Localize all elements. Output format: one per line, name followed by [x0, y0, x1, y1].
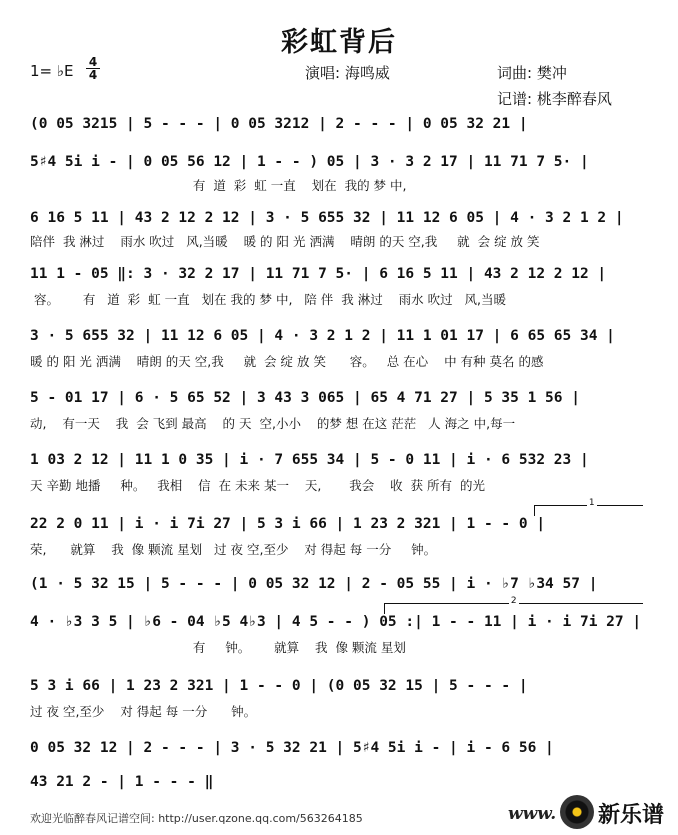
score-row-9: (1 · 5 32 15 | 5 - - - | 0 05 32 12 | 2 - 05 55 | i · ♭7 ♭34 57 | — [30, 576, 598, 592]
score-row-4: 11 1 - 05 ‖: 3 · 32 2 17 | 11 71 7 5· | 6 16 5 11 | 43 2 12 2 12 | — [30, 266, 607, 282]
lyric-row-3: 陪伴 我 淋过 雨水 吹过 风,当暖 暖 的 阳 光 洒满 晴朗 的天 空,我 就 会 绽 放 笑 — [30, 234, 540, 249]
song-title: 彩虹背后 — [281, 27, 397, 58]
footer-credit: 欢迎光临醉春风记谱空间: http://user.qzone.qq.com/563264185 — [30, 812, 363, 825]
volta-bracket-1: 1 — [534, 505, 643, 516]
transcriber-credit: 记谱: 桃李醉春风 — [497, 90, 612, 108]
lyric-row-10: 有 钟。 就算 我 像 颗流 星划 — [30, 640, 406, 655]
lyric-row-2: 有 道 彩 虹 一直 划在 我的 梦 中, — [30, 178, 407, 193]
lyric-row-5: 暖 的 阳 光 洒满 晴朗 的天 空,我 就 会 绽 放 笑 容。 总 在心 中 有种 莫名 的感 — [30, 354, 544, 369]
score-row-2: 5♯4 5i i - | 0 05 56 12 | 1 - - ) 05 | 3 · 3 2 17 | 11 71 7 5· | — [30, 154, 589, 170]
score-row-3: 6 16 5 11 | 43 2 12 2 12 | 3 · 5 655 32 | 11 12 6 05 | 4 · 3 2 1 2 | — [30, 210, 624, 226]
score-row-12: 0 05 32 12 | 2 - - - | 3 · 5 32 21 | 5♯4 5i i - | i - 6 56 | — [30, 740, 554, 756]
lyric-row-8: 荣, 就算 我 像 颗流 星划 过 夜 空,至少 对 得起 每 一分 钟。 — [30, 542, 437, 557]
site-url: www. — [508, 804, 557, 824]
key-signature: 1= ♭E — [30, 62, 74, 80]
score-row-8: 22 2 0 11 | i · i 7i 27 | 5 3 i 66 | 1 23 2 321 | 1 - - 0 | — [30, 516, 546, 532]
time-signature-bottom: 4 — [88, 68, 98, 82]
score-row-10: 4 · ♭3 3 5 | ♭6 - 04 ♭5 4♭3 | 4 5 - - ) 05 :| 1 - - 11 | i · i 7i 27 | — [30, 614, 642, 630]
lyric-row-11: 过 夜 空,至少 对 得起 每 一分 钟。 — [30, 704, 257, 719]
site-logo-text: 新乐谱 — [598, 803, 665, 828]
score-row-7: 1 03 2 12 | 11 1 0 35 | i · 7 655 34 | 5 - 0 11 | i · 6 532 23 | — [30, 452, 589, 468]
score-row-1: (0 05 3215 | 5 - - - | 0 05 3212 | 2 - - - | 0 05 32 21 | — [30, 116, 528, 132]
score-row-13: 43 21 2 - | 1 - - - ‖ — [30, 774, 214, 790]
score-row-6: 5 - 01 17 | 6 · 5 65 52 | 3 43 3 065 | 65 4 71 27 | 5 35 1 56 | — [30, 390, 580, 406]
lyric-row-4: 容。 有 道 彩 虹 一直 划在 我的 梦 中, 陪 伴 我 淋过 雨水 吹过 风,当暖 — [30, 292, 506, 307]
score-row-5: 3 · 5 655 32 | 11 12 6 05 | 4 · 3 2 1 2 | 11 1 01 17 | 6 65 65 34 | — [30, 328, 615, 344]
volta-bracket-2: 2 — [384, 603, 643, 614]
disc-logo-icon — [560, 795, 594, 829]
score-row-11: 5 3 i 66 | 1 23 2 321 | 1 - - 0 | (0 05 32 15 | 5 - - - | — [30, 678, 528, 694]
lyric-row-6: 动, 有一天 我 会 飞到 最高 的 天 空,小小 的梦 想 在这 茫茫 人 海之 中,每一 — [30, 416, 516, 431]
time-signature-top: 4 — [88, 55, 98, 69]
composer-credit: 词曲: 樊冲 — [497, 64, 567, 82]
lyric-row-7: 天 辛勤 地播 种。 我相 信 在 未来 某一 天, 我会 收 获 所有 的光 — [30, 478, 485, 493]
time-signature — [86, 56, 100, 81]
singer-credit: 演唱: 海鸣威 — [305, 64, 390, 82]
